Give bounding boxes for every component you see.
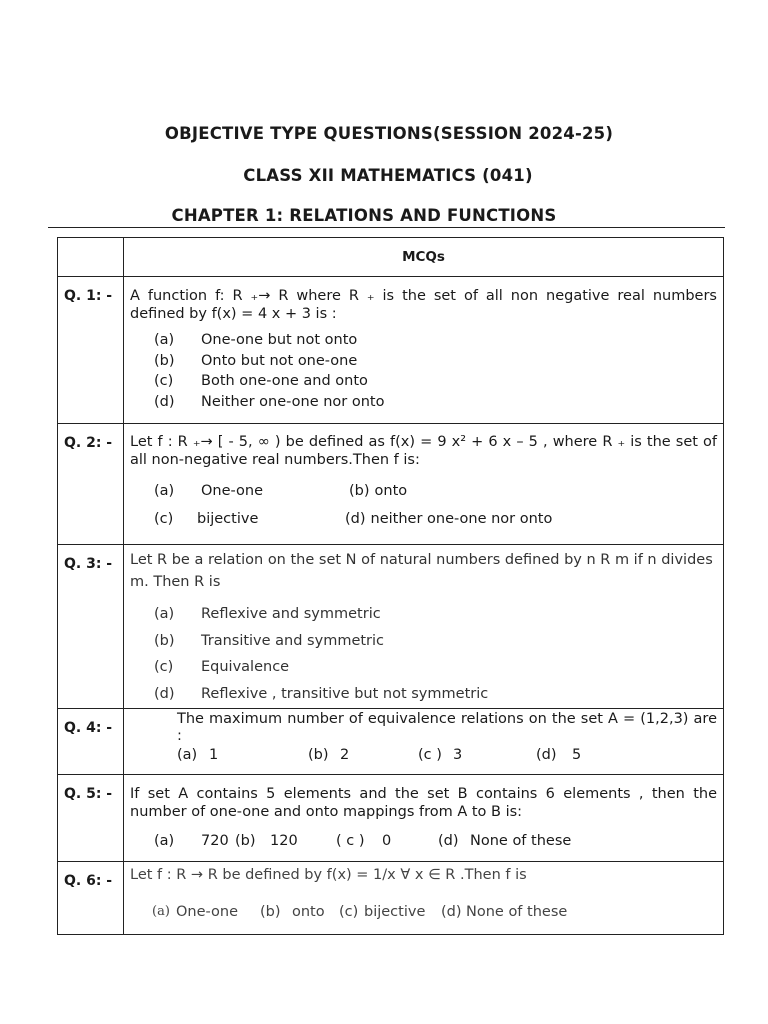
option: (b) Transitive and symmetric — [154, 632, 385, 649]
document-title: OBJECTIVE TYPE QUESTIONS(SESSION 2024-25) — [164, 124, 614, 143]
option: (a) One-one but not onto — [154, 332, 358, 348]
question-row — [58, 545, 724, 709]
option-list — [154, 330, 717, 412]
chapter-heading: CHAPTER 1: RELATIONS AND FUNCTIONS — [171, 206, 557, 225]
question-body — [124, 424, 724, 545]
class-line: CLASS XII MATHEMATICS (041) — [243, 166, 533, 185]
question-row — [58, 277, 724, 424]
question-number: Q. 3: - — [58, 545, 124, 709]
option: (a) Reflexive and symmetric — [154, 606, 381, 622]
question-row — [58, 775, 724, 862]
question-stem: Let f : R ₊→ [ - 5, ∞ ) be defined as f(x) = 9 x² + 6 x – 5 , where R ₊ is the set of all non-negative real numbers.Then f is: — [130, 434, 717, 468]
option-row: (a) One-one (b) onto (c) bijective (d) None of these — [152, 904, 568, 920]
option-row: (a) One-one (b) onto — [154, 483, 408, 499]
question-number: Q. 5: - — [58, 775, 124, 862]
mcq-table — [57, 237, 724, 935]
option: (d) Neither one-one nor onto — [154, 393, 385, 410]
option-row: (a) 1 (b) 2 (c ) 3 (d) 5 — [177, 747, 582, 763]
question-stem: If set A contains 5 elements and the set B contains 6 elements , then the number of one-one and onto mappings from A to B is: — [130, 786, 717, 820]
option: (c) Both one-one and onto — [154, 373, 368, 389]
option-list — [154, 601, 717, 707]
question-stem: A function f: R ₊→ R where R ₊ is the set of all non negative real numbers defined by f(x) = 4 x + 3 is : — [130, 288, 717, 322]
option-list — [154, 477, 717, 533]
question-row — [58, 862, 724, 935]
question-stem: Let R be a relation on the set N of natural numbers defined by n R m if n divides m. Then R is — [130, 552, 713, 590]
question-number: Q. 1: - — [58, 277, 124, 424]
question-body — [124, 709, 724, 775]
heading-divider — [48, 227, 725, 228]
option-row: (c) bijective (d) neither one-one nor onto — [154, 511, 553, 527]
question-row — [58, 709, 724, 775]
mcq-heading: MCQs — [124, 238, 724, 277]
table-header-row — [58, 238, 724, 277]
option: (b) Onto but not one-one — [154, 352, 358, 369]
question-number: Q. 4: - — [58, 709, 124, 775]
question-row — [58, 424, 724, 545]
question-body — [124, 545, 724, 709]
question-body — [124, 775, 724, 862]
option-row: (a) 720 (b) 120 ( c ) 0 (d) None of these — [154, 833, 572, 849]
question-number: Q. 6: - — [58, 862, 124, 935]
header-blank-cell — [58, 238, 124, 277]
question-number: Q. 2: - — [58, 424, 124, 545]
option: (c) Equivalence — [154, 659, 290, 675]
option: (d) Reflexive , transitive but not symmetric — [154, 685, 489, 702]
question-body — [124, 277, 724, 424]
question-stem: Let f : R → R be defined by f(x) = 1/x ∀ x ∈ R .Then f is — [130, 867, 527, 883]
question-body — [124, 862, 724, 935]
question-stem: The maximum number of equivalence relations on the set A = (1,2,3) are : — [177, 711, 717, 744]
